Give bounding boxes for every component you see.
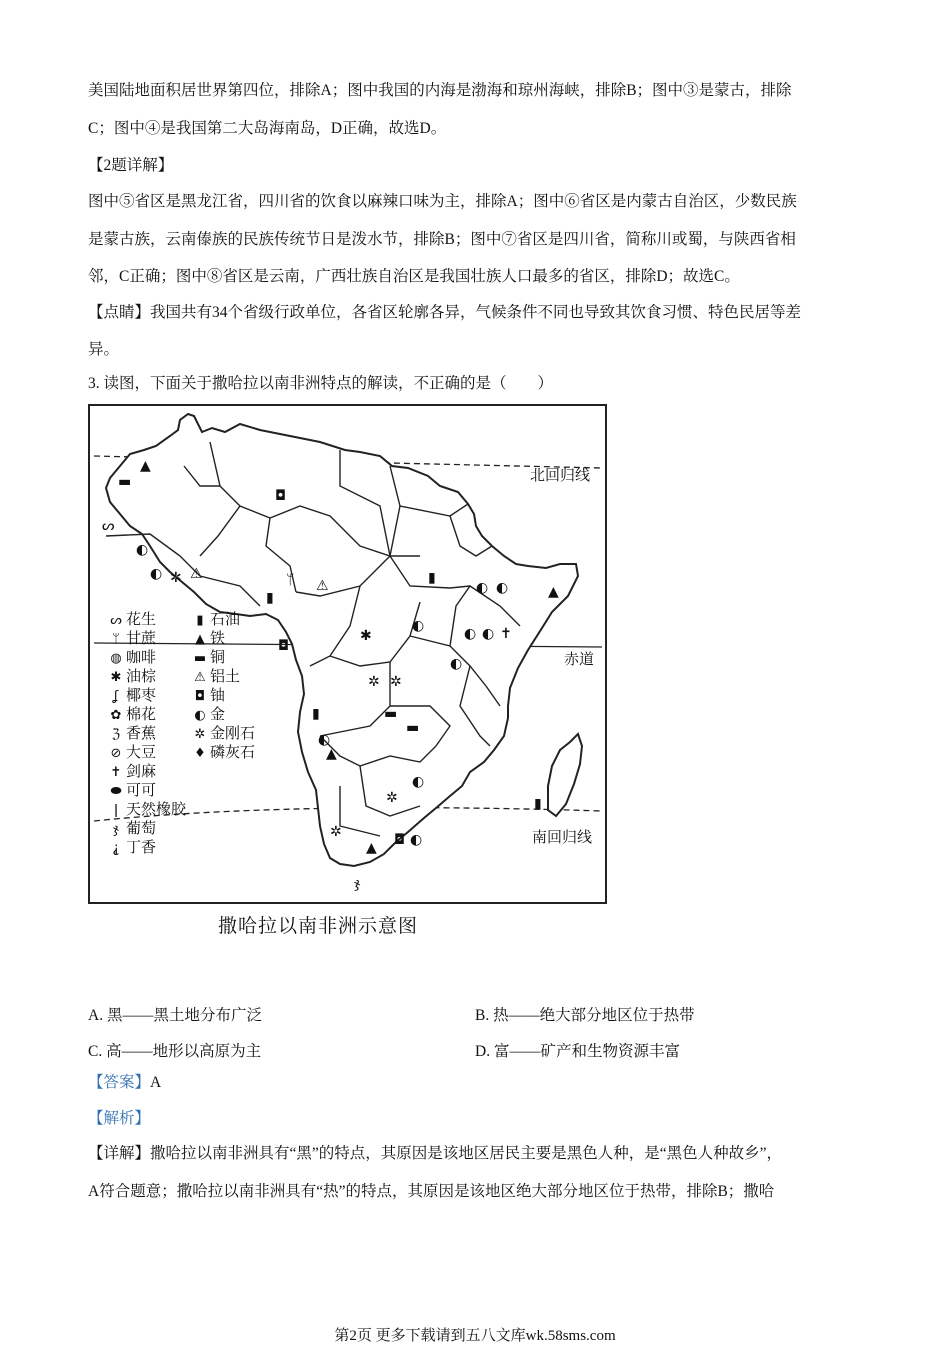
legend-item (106, 838, 186, 857)
coffee-icon: ◍ (110, 651, 122, 666)
svg-text:◐: ◐ (136, 542, 149, 558)
legend-item (106, 762, 186, 781)
svg-text:◐: ◐ (482, 626, 495, 642)
legend-item (190, 610, 255, 629)
svg-text:▮: ▮ (428, 570, 436, 586)
iron-icon: ▲ (195, 632, 205, 647)
legend-item (106, 705, 186, 724)
equator-label: 赤道 (564, 650, 595, 668)
svg-text:✲: ✲ (170, 570, 182, 586)
legend-item (106, 724, 186, 743)
option-b: B. 热——绝大部分地区位于热带 (475, 1007, 695, 1024)
legend-label: 椰枣 (126, 686, 157, 704)
svg-text:◐: ◐ (410, 832, 423, 848)
svg-text:▲: ▲ (366, 840, 377, 856)
paragraph-line: 异。 (88, 341, 120, 358)
rubber-icon: ǀ (114, 803, 118, 818)
petroleum-icon: ▮ (196, 613, 204, 628)
legend-item (106, 648, 186, 667)
svg-text:✲: ✲ (390, 674, 402, 690)
section-heading: 【2题详解】 (88, 157, 174, 174)
paragraph-line: C；图中④是我国第二大岛海南岛，D正确，故选D。 (88, 120, 447, 137)
legend-label: 铁 (210, 629, 226, 647)
svg-text:ჯ: ჯ (354, 876, 361, 892)
date-palm-icon: ʆ (113, 689, 119, 704)
svg-text:✝: ✝ (500, 626, 512, 642)
svg-text:◘: ◘ (275, 488, 287, 504)
legend-minerals (190, 610, 255, 762)
legend-crops (106, 610, 186, 857)
legend-item (190, 629, 255, 648)
svg-text:◐: ◐ (150, 566, 163, 582)
legend-label: 剑麻 (126, 762, 157, 780)
answer-value: A (150, 1074, 162, 1091)
svg-text:▲: ▲ (548, 584, 559, 600)
svg-text:✲: ✲ (368, 674, 380, 690)
svg-text:▬: ▬ (118, 474, 132, 490)
svg-text:◐: ◐ (450, 656, 463, 672)
legend-label: 丁香 (126, 838, 157, 856)
paragraph-line: 美国陆地面积居世界第四位，排除A；图中我国的内海是渤海和琼州海峡，排除B；图中③是蒙古，排除 (88, 82, 792, 99)
svg-text:✱: ✱ (360, 628, 372, 644)
legend-label: 甘蔗 (126, 629, 157, 647)
legend-item (106, 610, 186, 629)
peanut-icon: ᔕ (110, 613, 122, 628)
legend-label: 花生 (126, 610, 157, 628)
oil-palm-icon: ✱ (110, 670, 122, 685)
svg-text:▲: ▲ (140, 458, 151, 474)
legend-item (106, 800, 186, 819)
svg-text:⚠: ⚠ (190, 566, 203, 582)
svg-text:✲: ✲ (330, 824, 342, 840)
svg-text:◐: ◐ (412, 618, 425, 634)
legend-item (106, 819, 186, 838)
legend-item (190, 667, 255, 686)
legend-label: 铝土 (210, 667, 241, 685)
analysis-line: 【详解】撒哈拉以南非洲具有“黑”的特点，其原因是该地区居民主要是黑色人种，是“黑色人种故乡”， (88, 1145, 783, 1162)
question-stem: 3. 读图，下面关于撒哈拉以南非洲特点的解读，不正确的是（ ） (88, 375, 554, 392)
sugarcane-icon: ᛘ (112, 632, 120, 647)
phosphate-icon: ♦ (194, 746, 206, 761)
legend-label: 金刚石 (210, 724, 256, 742)
legend-label: 石油 (210, 610, 241, 628)
gold-icon: ◐ (194, 708, 206, 723)
paragraph-line: 是蒙古族，云南傣族的民族传统节日是泼水节，排除B；图中⑦省区是四川省，简称川或蜀，与陕西省相 (88, 231, 796, 248)
legend-item (190, 686, 255, 705)
svg-text:▮: ▮ (266, 590, 274, 606)
answer-line (88, 1072, 161, 1094)
grape-icon: ჯ (113, 822, 119, 837)
legend-label: 葡萄 (126, 819, 157, 837)
legend-item (106, 667, 186, 686)
legend-label: 天然橡胶 (126, 800, 187, 818)
legend-item (106, 743, 186, 762)
page-footer: 第2页 更多下载请到五八文库wk.58sms.com (334, 1328, 616, 1344)
svg-text:▮: ▮ (312, 706, 320, 722)
cotton-icon: ✿ (110, 708, 122, 723)
legend-label: 可可 (126, 781, 157, 799)
answer-label: 【答案】 (88, 1074, 151, 1091)
legend-label: 香蕉 (126, 724, 157, 742)
paragraph-line: 邻，C正确；图中⑧省区是云南，广西壮族自治区是我国壮族人口最多的省区，排除D；故选C。 (88, 268, 740, 285)
legend-label: 咖啡 (126, 648, 157, 666)
soybean-icon: ⊘ (110, 746, 122, 761)
analysis-label: 【解析】 (88, 1110, 151, 1127)
legend-label: 铜 (210, 648, 226, 666)
legend-label: 油棕 (126, 667, 157, 685)
map-caption: 撒哈拉以南非洲示意图 (218, 915, 419, 937)
copper-icon: ▬ (193, 651, 207, 666)
svg-text:ᛘ: ᛘ (286, 572, 295, 588)
svg-text:✲: ✲ (386, 790, 398, 806)
svg-text:ᔕ: ᔕ (102, 518, 115, 534)
diamond-icon: ✲ (194, 727, 206, 742)
option-d: D. 富——矿产和生物资源丰富 (475, 1043, 680, 1060)
sisal-icon: ✝ (110, 765, 122, 780)
option-c: C. 高——地形以高原为主 (88, 1043, 262, 1060)
legend-label: 磷灰石 (210, 743, 256, 761)
svg-text:⚠: ⚠ (316, 578, 329, 594)
svg-text:◐: ◐ (318, 732, 331, 748)
legend-item (106, 686, 186, 705)
legend-item (190, 705, 255, 724)
legend-item (190, 648, 255, 667)
legend-item (106, 629, 186, 648)
svg-text:▬: ▬ (384, 706, 398, 722)
svg-text:◘: ◘ (394, 832, 406, 848)
banana-icon: ℨ (111, 727, 120, 742)
paragraph-line: 【点睛】我国共有34个省级行政单位，各省区轮廓各异，气候条件不同也导致其饮食习惯、特色民居等差 (88, 304, 802, 321)
tropic-cancer-label: 北回归线 (530, 466, 591, 484)
bauxite-icon: ⚠ (194, 670, 206, 685)
svg-text:◐: ◐ (496, 580, 509, 596)
tropic-capricorn-label: 南回归线 (532, 828, 593, 846)
option-a: A. 黑——黑土地分布广泛 (88, 1007, 262, 1024)
legend-label: 铀 (210, 686, 226, 704)
svg-text:◐: ◐ (464, 626, 477, 642)
legend-label: 大豆 (126, 743, 157, 761)
svg-text:◐: ◐ (476, 580, 489, 596)
madagascar-outline (548, 734, 582, 816)
svg-text:▲: ▲ (326, 746, 337, 762)
legend-item (190, 743, 255, 762)
clove-icon: ⸘ (112, 841, 120, 856)
legend-item (190, 724, 255, 743)
legend-label: 棉花 (126, 705, 157, 723)
africa-map-figure (88, 404, 607, 904)
svg-text:◘: ◘ (278, 638, 290, 654)
legend-label: 金 (210, 705, 226, 723)
svg-text:◐: ◐ (412, 774, 425, 790)
uranium-icon: ◘ (194, 689, 206, 704)
cocoa-icon: ⬬ (110, 784, 122, 799)
svg-text:▮: ▮ (534, 796, 542, 812)
legend-item (106, 781, 186, 800)
paragraph-line: 图中⑤省区是黑龙江省，四川省的饮食以麻辣口味为主，排除A；图中⑥省区是内蒙古自治区，少数民族 (88, 193, 797, 210)
analysis-line: A符合题意；撒哈拉以南非洲具有“热”的特点，其原因是该地区绝大部分地区位于热带，排除B；撒哈 (88, 1183, 775, 1200)
svg-text:▬: ▬ (406, 720, 420, 736)
